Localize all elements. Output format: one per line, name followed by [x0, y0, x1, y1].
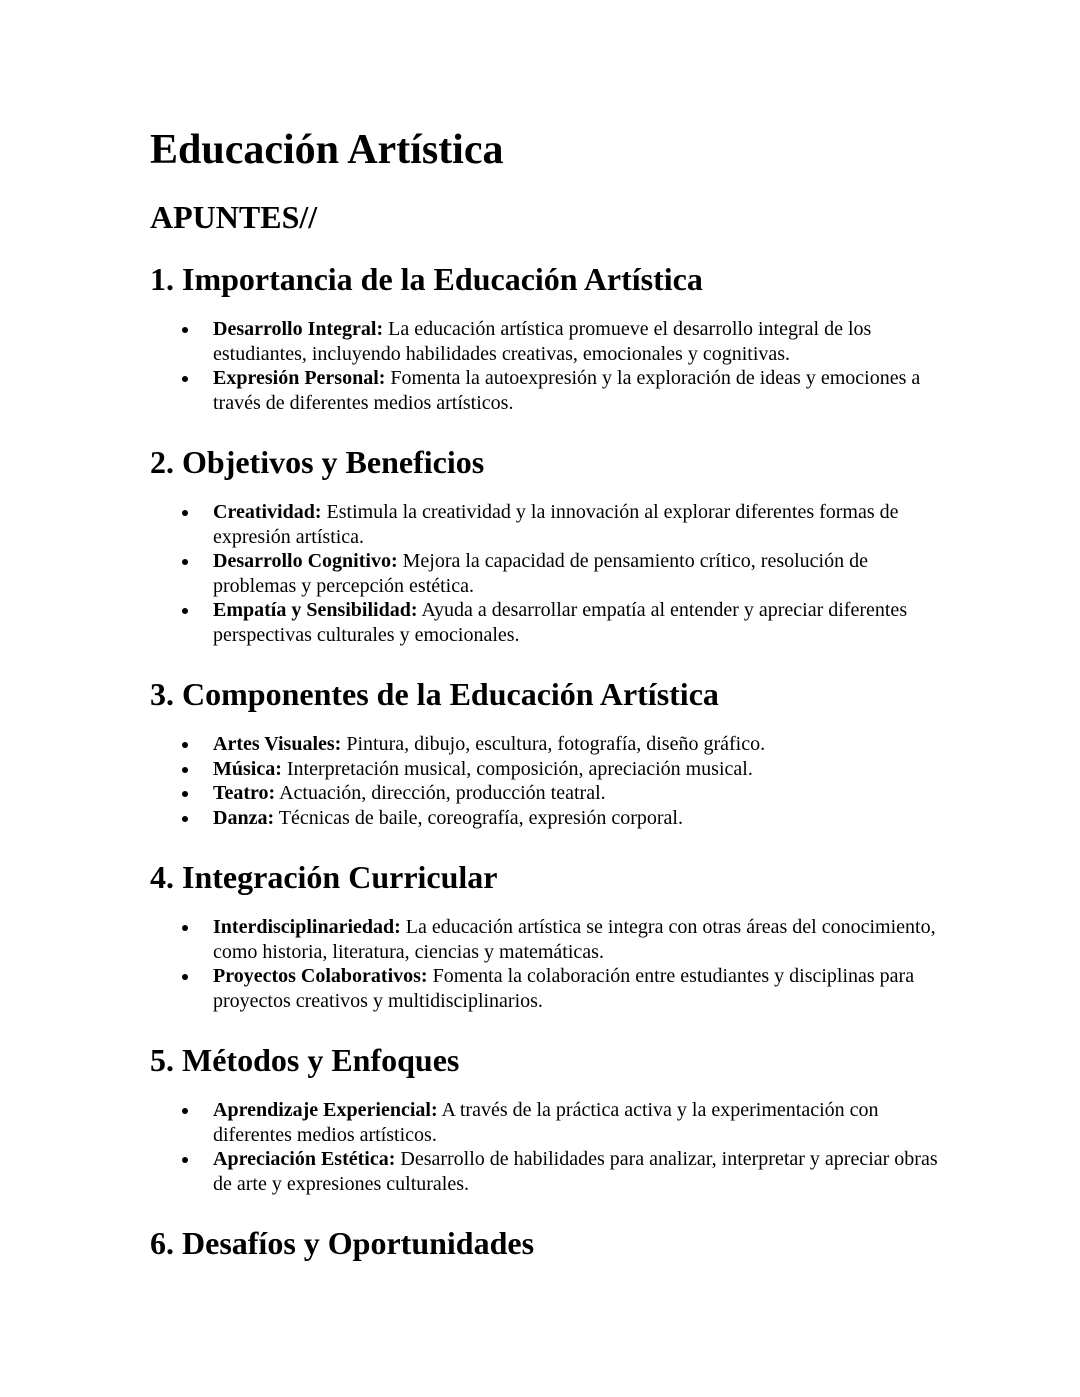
list-item: [213, 732, 950, 757]
item-text: Actuación, dirección, producción teatral.: [275, 782, 606, 804]
section-heading: 6. Desafíos y Oportunidades: [150, 1225, 535, 1261]
bullet-list: [150, 732, 950, 830]
item-text: Fomenta la autoexpresión y la exploración de ideas y emociones a través de diferentes medios artísticos.: [213, 367, 921, 414]
item-text: Pintura, dibujo, escultura, fotografía, diseño gráfico.: [341, 733, 766, 755]
document-title: Educación Artística: [150, 127, 504, 173]
bullet-list: [150, 500, 950, 647]
item-term: Expresión Personal:: [213, 367, 386, 389]
bullet-list: [150, 317, 950, 415]
item-text: Mejora la capacidad de pensamiento crítico, resolución de problemas y percepción estética.: [213, 550, 868, 597]
list-item: [213, 806, 950, 831]
list-item: [213, 317, 950, 366]
list-item: [213, 964, 950, 1013]
section-heading: 4. Integración Curricular: [150, 859, 498, 895]
item-text: Interpretación musical, composición, apreciación musical.: [281, 757, 753, 780]
list-item: [213, 915, 950, 964]
section-objetivos: [150, 441, 950, 647]
list-item: [213, 366, 950, 415]
item-term: Danza:: [213, 806, 275, 829]
list-item: [213, 757, 950, 782]
section-heading: 3. Componentes de la Educación Artística: [150, 676, 719, 712]
item-text: La educación artística se integra con otras áreas del conocimiento, como historia, literatura, ciencias y matemáticas.: [213, 916, 936, 963]
item-text: Estimula la creatividad y la innovación al explorar diferentes formas de expresión artística.: [213, 501, 899, 548]
list-item: [213, 1098, 950, 1147]
bullet-list: [150, 915, 950, 1013]
item-term: Proyectos Colaborativos:: [213, 965, 428, 987]
section-componentes: [150, 673, 950, 830]
item-term: Apreciación Estética:: [213, 1148, 396, 1170]
item-term: Desarrollo Integral:: [213, 318, 384, 340]
item-text: A través de la práctica activa y la experimentación con diferentes medios artísticos.: [213, 1099, 879, 1146]
item-text: Ayuda a desarrollar empatía al entender y apreciar diferentes perspectivas culturales y emocionales.: [213, 599, 908, 646]
item-term: Desarrollo Cognitivo:: [213, 550, 398, 572]
section-heading: 5. Métodos y Enfoques: [150, 1042, 460, 1078]
section-importancia: [150, 258, 950, 415]
item-term: Música:: [213, 757, 282, 780]
item-text: Fomenta la colaboración entre estudiantes y disciplinas para proyectos creativos y multidisciplinarios.: [213, 965, 915, 1012]
item-term: Interdisciplinariedad:: [213, 916, 401, 938]
item-text: Técnicas de baile, coreografía, expresión corporal.: [274, 806, 683, 829]
document-subtitle: APUNTES//: [150, 199, 318, 235]
item-term: Teatro:: [213, 782, 276, 804]
list-item: [213, 1147, 950, 1196]
bullet-list: [150, 1098, 950, 1196]
list-item: [213, 500, 950, 549]
section-integracion: [150, 856, 950, 1013]
item-term: Artes Visuales:: [213, 733, 342, 755]
item-text: Desarrollo de habilidades para analizar, interpretar y apreciar obras de arte y expresiones culturales.: [213, 1148, 938, 1195]
list-item: [213, 598, 950, 647]
section-heading: 1. Importancia de la Educación Artística: [150, 261, 703, 297]
list-item: [213, 549, 950, 598]
item-term: Empatía y Sensibilidad:: [213, 599, 418, 621]
item-term: Creatividad:: [213, 501, 322, 523]
section-metodos: [150, 1039, 950, 1196]
section-heading: 2. Objetivos y Beneficios: [150, 444, 485, 480]
section-desafios: [150, 1222, 950, 1264]
item-term: Aprendizaje Experiencial:: [213, 1099, 438, 1121]
list-item: [213, 781, 950, 806]
item-text: La educación artística promueve el desarrollo integral de los estudiantes, incluyendo habilidades creativas, emocionales y cognitivas.: [213, 318, 872, 365]
